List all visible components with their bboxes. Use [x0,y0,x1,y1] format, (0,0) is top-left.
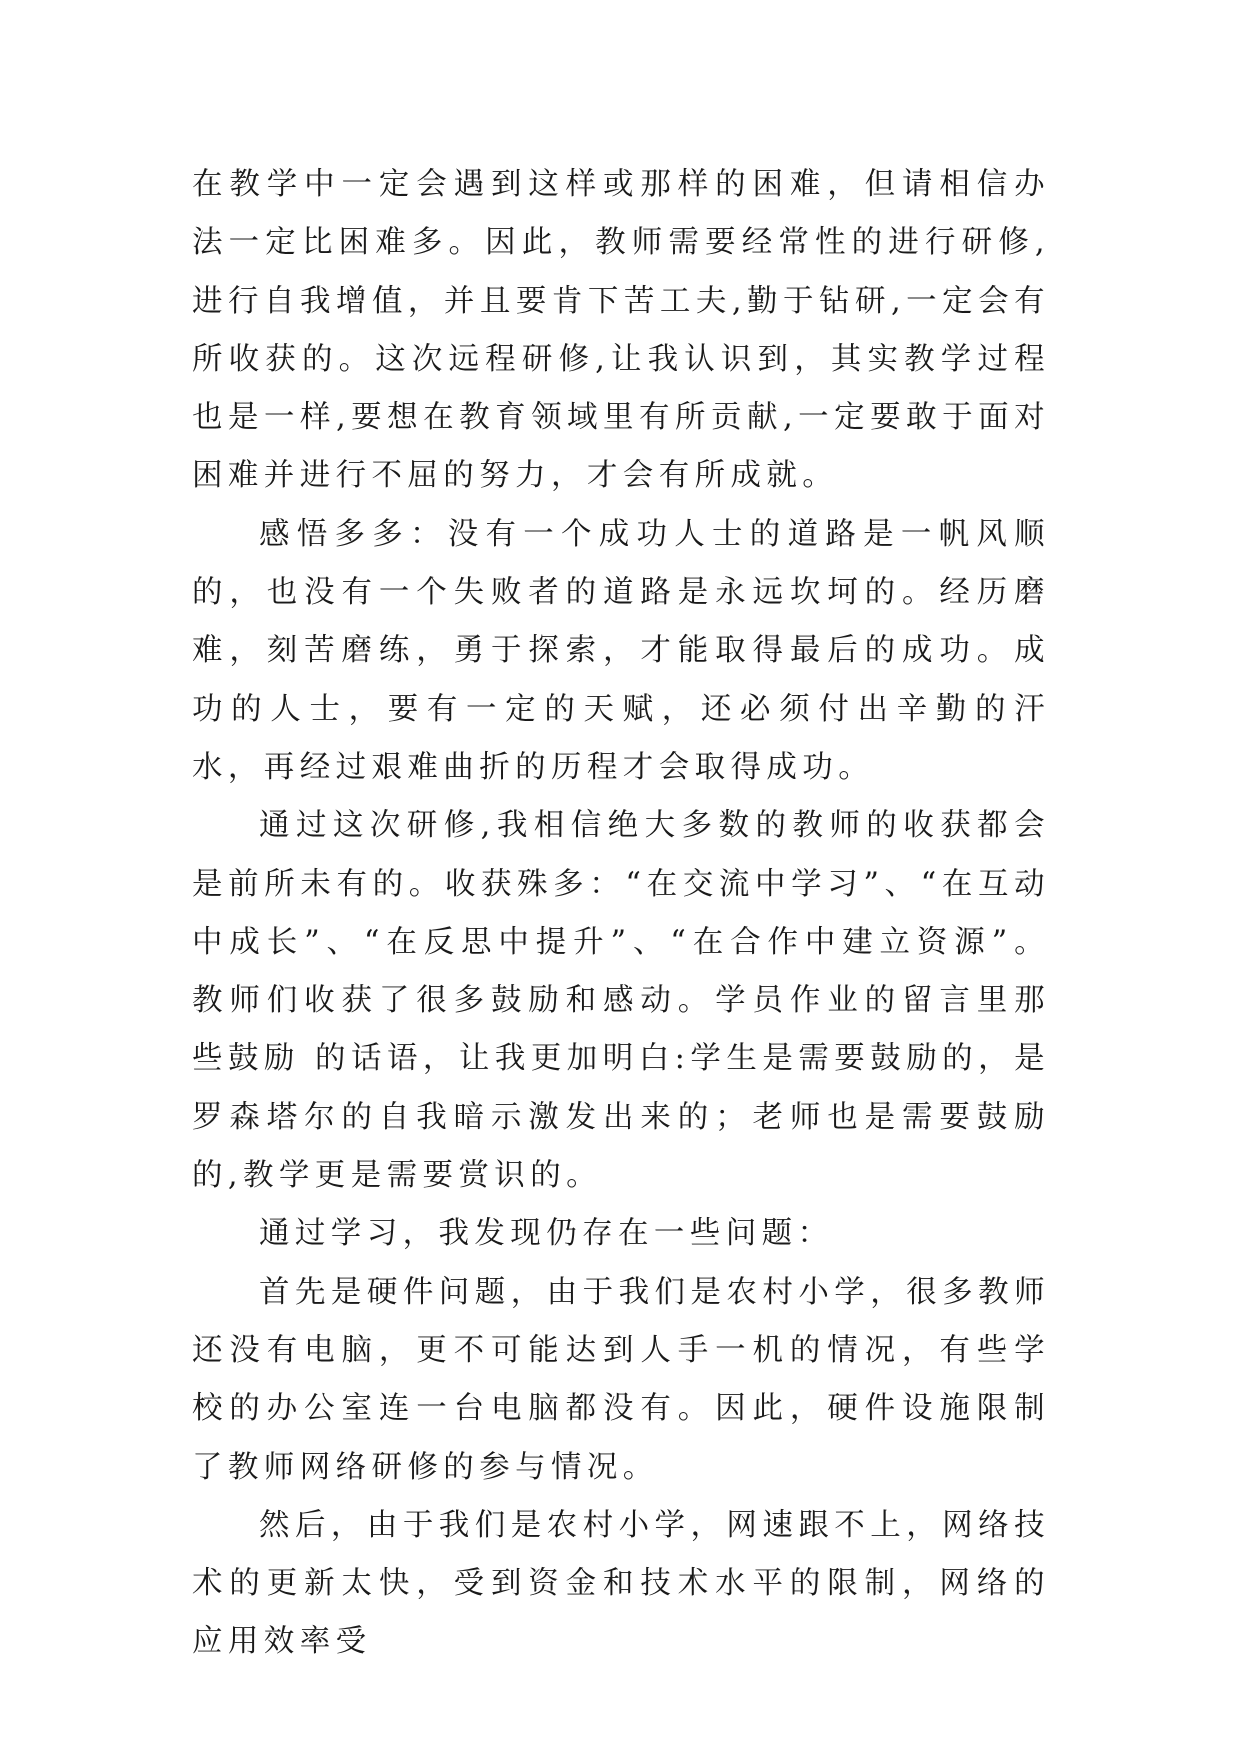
paragraph-hardware-issue: 首先是硬件问题，由于我们是农村小学，很多教师还没有电脑，更不可能达到人手一机的情况，有些学校的办公室连一台电脑都没有。因此，硬件设施限制了教师网络研修的参与情况。 [192,1274,1050,1485]
paragraph-insights: 感悟多多：没有一个成功人士的道路是一帆风顺的，也没有一个失败者的道路是永远坎坷的。经历磨难，刻苦磨练，勇于探索，才能取得最后的成功。成功的人士，要有一定的天赋，还必须付出辛勤的汗水，再经过艰难曲折的历程才会取得成功。 [192,516,1050,785]
paragraph-network-issue: 然后，由于我们是农村小学，网速跟不上，网络技术的更新太快，受到资金和技术水平的限制，网络的应用效率受 [192,1507,1050,1660]
paragraph-problems-intro: 通过学习，我发现仍存在一些问题： [259,1216,834,1252]
paragraph-gains: 通过这次研修,我相信绝大多数的教师的收获都会是前所未有的。收获殊多：“在交流中学习”、“在互动中成长”、“在反思中提升”、“在合作中建立资源”。教师们收获了很多鼓励和感动。学员作业的留言里那些鼓励 的话语，让我更加明白:学生是需要鼓励的，是罗森塔尔的自我暗示激发出来的；老师也是需要鼓励的,教学更是需要赏识的。 [192,808,1050,1194]
document-body [192,156,1050,1672]
paragraph-difficulty: 在教学中一定会遇到这样或那样的困难，但请相信办法一定比困难多。因此，教师需要经常性的进行研修,进行自我增值，并且要肯下苦工夫,勤于钻研,一定会有所收获的。这次远程研修,让我认识到，其实教学过程也是一样,要想在教育领域里有所贡献,一定要敢于面对困难并进行不屈的努力，才会有所成就。 [192,167,1050,494]
